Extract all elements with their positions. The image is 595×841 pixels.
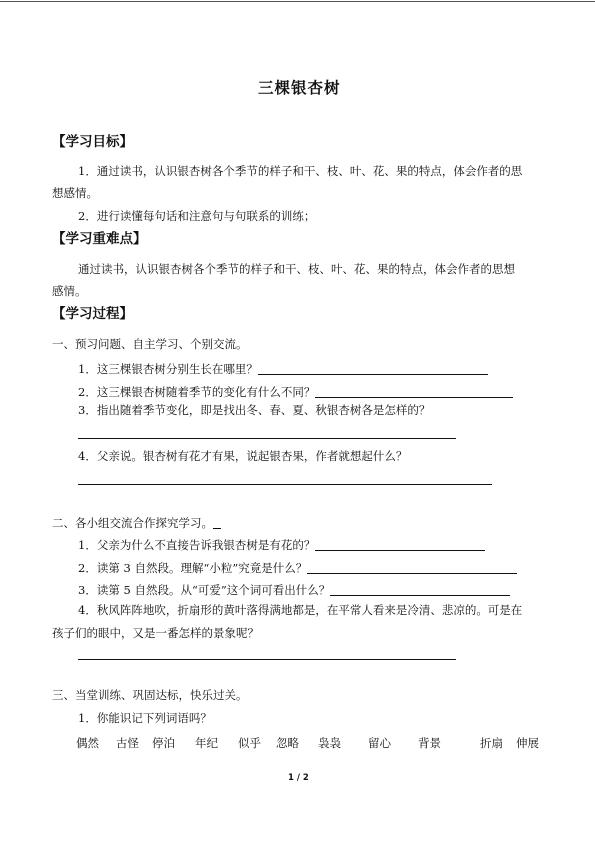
part-2-title (52, 516, 221, 530)
vocab-word: 年纪 (195, 736, 218, 750)
goal-item-2: 2．进行读懂每句话和注意句与句联系的训练； (78, 209, 316, 223)
answer-blank[interactable] (258, 362, 488, 375)
part-2-question-2 (78, 561, 517, 575)
difficulties-heading: 【学习重难点】 (52, 231, 147, 247)
question-text: 1．这三棵银杏树分别生长在哪里？ (78, 362, 258, 376)
part-1-question-3: 3．指出随着季节变化，即是找出冬、春、夏、秋银杏树各是怎样的？ (78, 403, 431, 417)
part-1-title: 一、预习问题、自主学习、个别交流。 (52, 337, 248, 351)
part-1-question-1 (78, 362, 488, 376)
vocab-word: 偶然 (76, 736, 99, 750)
question-text: 2．这三棵银杏树随着季节的变化有什么不同？ (78, 385, 316, 399)
question-text: 3．读第 5 自然段。从“可爱”这个词可看出什么？ (78, 583, 331, 597)
page-title: 三棵银杏树 (258, 79, 341, 97)
part-1-question-4: 4．父亲说。银杏树有花才有果，说起银杏果，作者就想起什么？ (78, 449, 408, 463)
page-top-rule (0, 1, 595, 2)
answer-line[interactable] (78, 438, 456, 439)
vocab-word: 忽略 (276, 736, 299, 750)
goal-item-1-line-2: 想感情。 (52, 186, 98, 200)
page-number: 1 / 2 (288, 773, 309, 783)
vocab-word: 停泊 (152, 736, 175, 750)
part-2-question-3 (78, 583, 510, 597)
question-text: 2．读第 3 自然段。理解“小粒”究竟是什么？ (78, 561, 308, 575)
goals-heading: 【学习目标】 (52, 134, 133, 150)
process-heading: 【学习过程】 (52, 306, 133, 322)
part-2-question-4-line-1: 4．秋风阵阵地吹，折扇形的黄叶落得满地都是，在平常人看来是冷清、悲凉的。可是在 (78, 603, 523, 617)
vocab-word: 袅袅 (318, 736, 341, 750)
difficulties-line-1: 通过读书，认识银杏树各个季节的样子和干、枝、叶、花、果的特点，体会作者的思想 (78, 262, 515, 276)
part-2-question-4-line-2: 孩子们的眼中，又是一番怎样的景象呢？ (52, 626, 259, 640)
vocab-word: 折扇 (480, 736, 503, 750)
part-1-question-2 (78, 385, 513, 399)
part-3-title: 三、当堂训练、巩固达标，快乐过关。 (52, 688, 248, 702)
part-2-question-1 (78, 538, 485, 552)
vocab-word: 伸展 (516, 736, 539, 750)
part-2-title-text: 二、各小组交流合作探究学习。 (52, 516, 213, 530)
part-3-question-1: 1．你能识记下列词语吗？ (78, 711, 212, 725)
answer-line[interactable] (78, 484, 492, 485)
vocab-word: 似乎 (238, 736, 261, 750)
answer-blank[interactable] (330, 583, 510, 596)
answer-line[interactable] (78, 659, 456, 660)
difficulties-line-2: 感情。 (52, 284, 87, 298)
goal-item-1-line-1: 1．通过读书，认识银杏树各个季节的样子和干、枝、叶、花、果的特点，体会作者的思 (78, 164, 523, 178)
answer-blank[interactable] (315, 385, 513, 398)
vocab-word: 背景 (418, 736, 441, 750)
answer-blank[interactable] (307, 561, 517, 574)
question-text: 1．父亲为什么不直接告诉我银杏树是有花的？ (78, 538, 316, 552)
answer-blank[interactable] (315, 538, 485, 551)
vocabulary-row (76, 735, 546, 749)
title-underline (213, 516, 221, 529)
vocab-word: 留心 (368, 736, 391, 750)
vocab-word: 古怪 (116, 736, 139, 750)
